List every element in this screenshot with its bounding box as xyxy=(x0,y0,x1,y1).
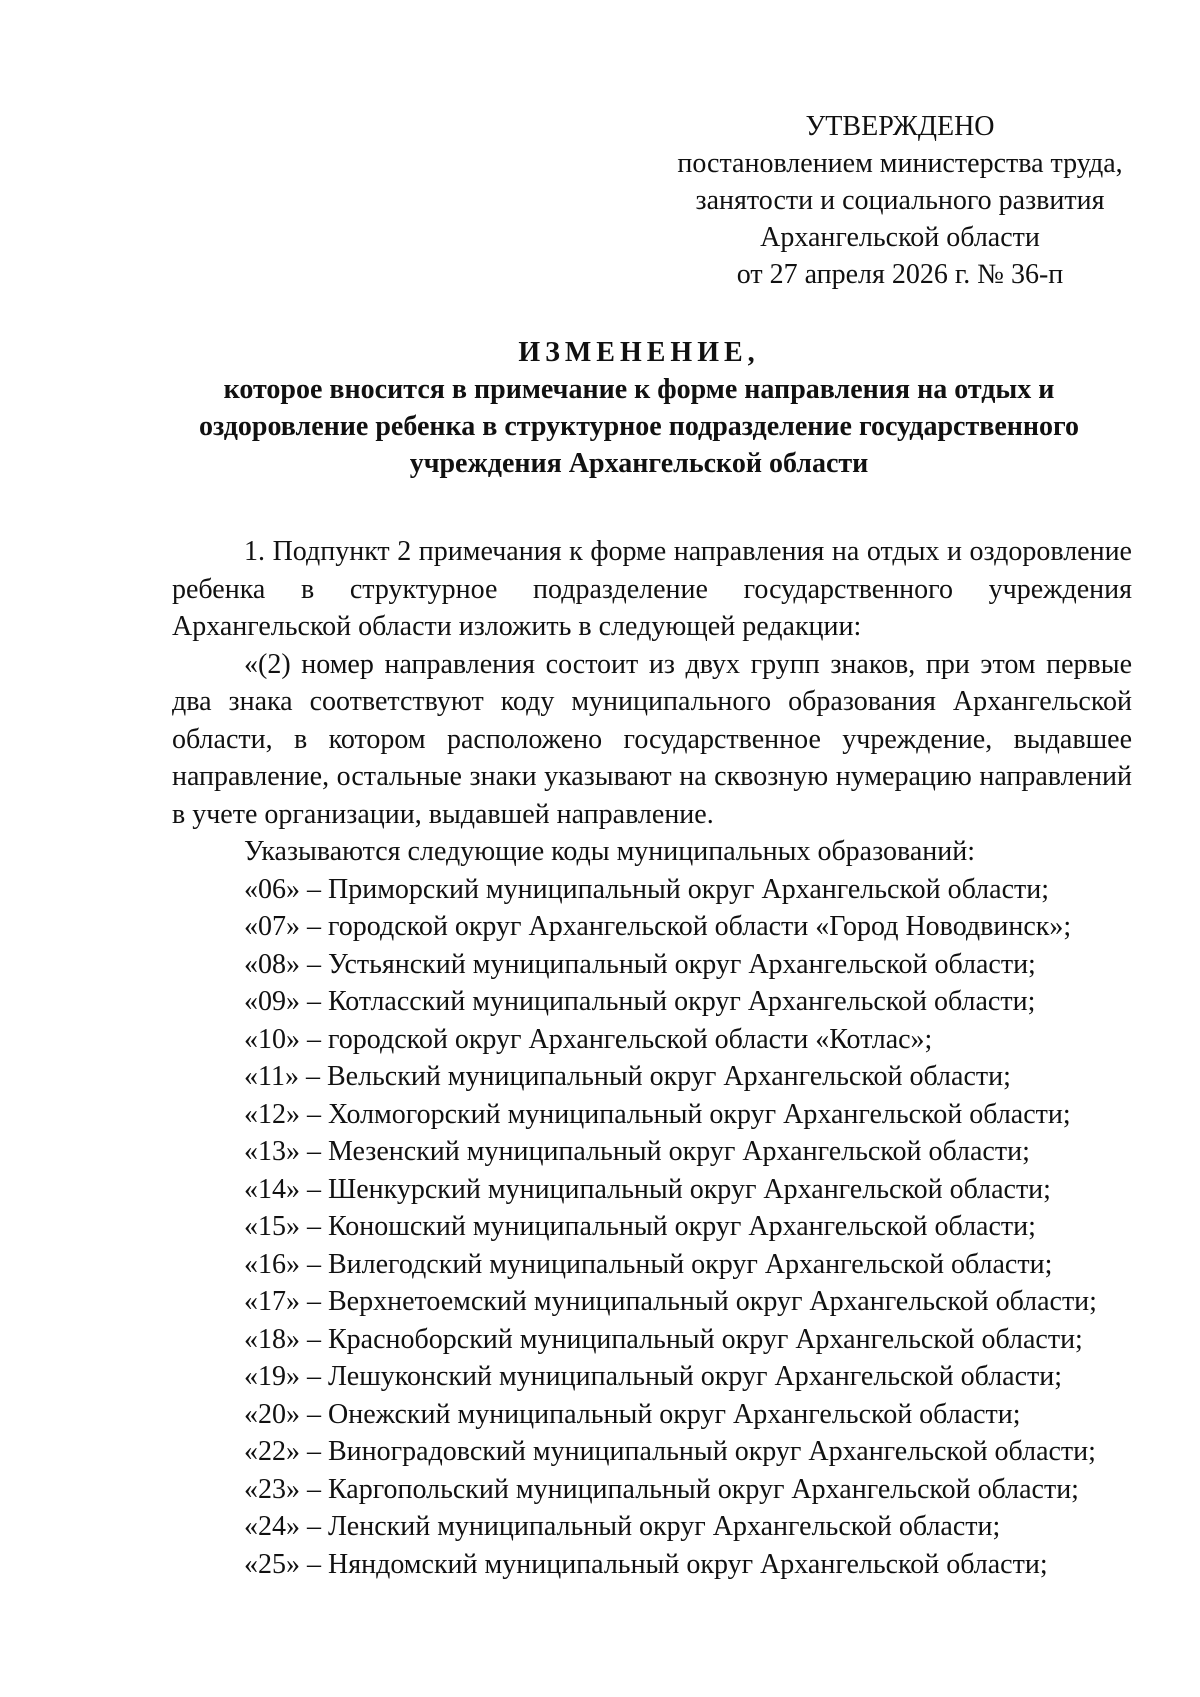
codes-list xyxy=(172,871,1132,1584)
code-item: «23» – Каргопольский муниципальный округ Архангельской области; xyxy=(244,1473,1079,1505)
title-main: ИЗМЕНЕНИЕ, xyxy=(518,337,760,368)
code-item: «17» – Верхнетоемский муниципальный округ Архангельской области; xyxy=(244,1286,1097,1317)
title-line: которое вносится в примечание к форме направления на отдых и xyxy=(223,374,1055,405)
approval-date: от 27 апреля 2026 г. № 36-п xyxy=(736,259,1064,290)
code-item: «15» – Коношский муниципальный округ Архангельской области; xyxy=(244,1211,1036,1242)
code-item: «10» – городской округ Архангельской области «Котлас»; xyxy=(244,1023,933,1055)
code-item: «25» – Няндомский муниципальный округ Архангельской области; xyxy=(244,1548,1048,1580)
code-item: «19» – Лешуконский муниципальный округ Архангельской области; xyxy=(244,1361,1063,1392)
title-line: учреждения Архангельской области xyxy=(409,448,869,479)
code-item: «20» – Онежский муниципальный округ Архангельской области; xyxy=(244,1398,1021,1430)
code-item: «18» – Красноборский муниципальный округ Архангельской области; xyxy=(244,1323,1083,1355)
code-item: «22» – Виноградовский муниципальный округ Архангельской области; xyxy=(244,1436,1096,1467)
code-item: «16» – Вилегодский муниципальный округ Архангельской области; xyxy=(244,1248,1053,1280)
approval-stamp xyxy=(660,108,1140,293)
approval-line: Архангельской области xyxy=(760,222,1040,253)
document-title xyxy=(170,334,1108,482)
approval-line: занятости и социального развития xyxy=(695,185,1105,216)
code-item: «14» – Шенкурский муниципальный округ Архангельской области; xyxy=(244,1173,1051,1205)
code-item: «13» – Мезенский муниципальный округ Архангельской области; xyxy=(244,1136,1030,1167)
code-item: «06» – Приморский муниципальный округ Архангельской области; xyxy=(244,873,1049,905)
code-item: «11» – Вельский муниципальный округ Архангельской области; xyxy=(244,1061,1011,1092)
approval-heading: УТВЕРЖДЕНО xyxy=(805,111,995,142)
code-item: «09» – Котласский муниципальный округ Архангельской области; xyxy=(244,986,1036,1017)
code-item: «12» – Холмогорский муниципальный округ Архангельской области; xyxy=(244,1098,1071,1130)
code-item: «24» – Ленский муниципальный округ Архангельской области; xyxy=(244,1511,1001,1542)
code-item: «08» – Устьянский муниципальный округ Архангельской области; xyxy=(244,948,1036,980)
codes-intro: Указываются следующие коды муниципальных образований: xyxy=(244,836,976,867)
code-item: «07» – городской округ Архангельской области «Город Новодвинск»; xyxy=(244,911,1072,942)
document-body xyxy=(172,533,1132,1583)
paragraph-1: 1. Подпункт 2 примечания к форме направления на отдых и оздоровление ребенка в структурное подразделение государственного учреждения Архангельской области изложить в следующей редакции: xyxy=(172,536,1132,642)
title-line: оздоровление ребенка в структурное подразделение государственного xyxy=(198,411,1080,442)
approval-line: постановлением министерства труда, xyxy=(677,148,1123,179)
paragraph-2: «(2) номер направления состоит из двух групп знаков, при этом первые два знака соответствуют коду муниципального образования Архангельской области, в котором расположено государственное учреждение, выдавшее направление, остальные знаки указывают на сквозную нумерацию направлений в учете организации, выдавшей направление. xyxy=(172,648,1132,830)
